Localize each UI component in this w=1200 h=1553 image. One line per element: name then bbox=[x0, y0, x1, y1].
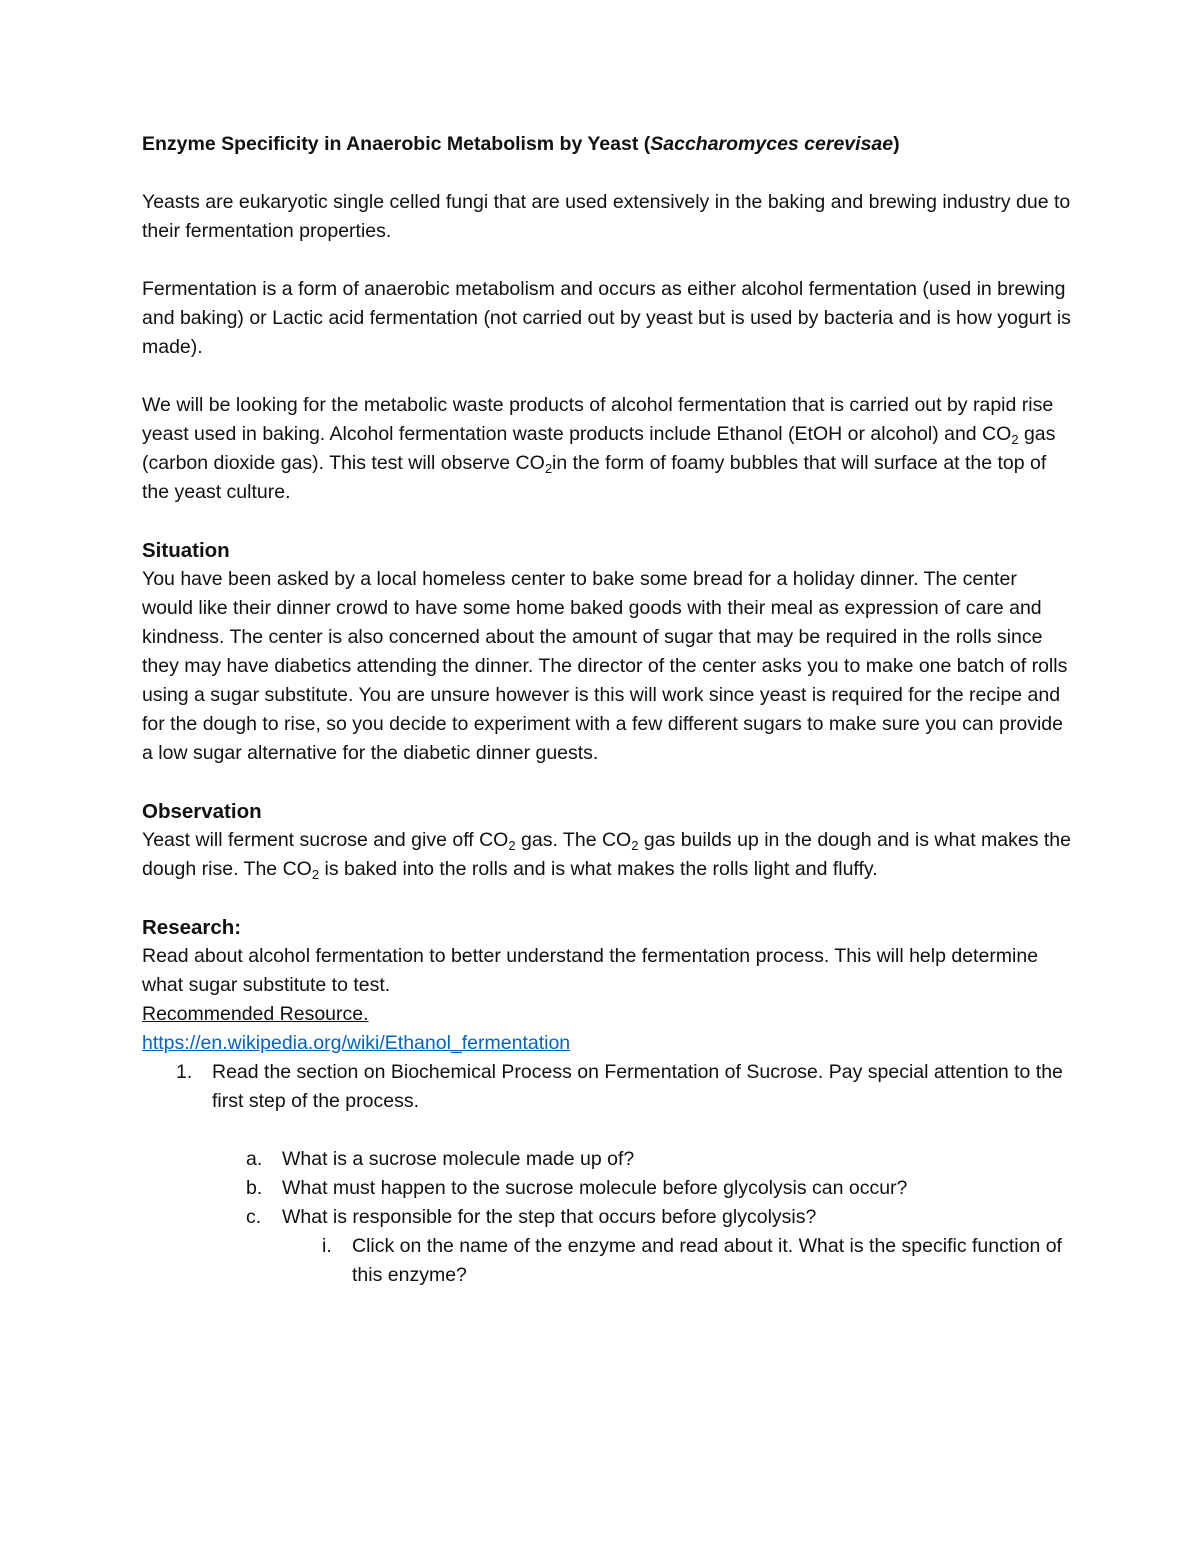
list-item bbox=[142, 1145, 1072, 1174]
sub-sub-question-text: Click on the name of the enzyme and read about it. What is the specific function of this enzyme? bbox=[352, 1235, 1062, 1286]
intro-paragraph-3: We will be looking for the metabolic waste products of alcohol fermentation that is carried out by rapid rise yeast used in baking. Alcohol fermentation waste products include Ethanol (EtOH or alcohol) and $CO_2$ gas (carbon dioxide gas). This test will observe $CO_2in$ the form of foamy bubbles that will surface at the top of the yeast culture. bbox=[142, 394, 1056, 503]
list-item bbox=[142, 1174, 1072, 1203]
title-close: ) bbox=[893, 133, 900, 155]
document-page bbox=[142, 130, 1072, 1290]
list-item bbox=[142, 1058, 1072, 1116]
situation-heading: Situation bbox=[142, 539, 230, 562]
list-marker: c. bbox=[246, 1206, 262, 1228]
title-text: Enzyme Specificity in Anaerobic Metabolism by Yeast ( bbox=[142, 133, 651, 155]
title-species: Saccharomyces cerevisae bbox=[650, 133, 894, 155]
research-heading: Research: bbox=[142, 916, 242, 939]
sub-question-text: What is a sucrose molecule made up of? bbox=[282, 1148, 635, 1170]
list-item bbox=[142, 1232, 1072, 1290]
observation-heading: Observation bbox=[142, 800, 262, 823]
list-marker: 1. bbox=[176, 1061, 193, 1083]
situation-text: You have been asked by a local homeless center to bake some bread for a holiday dinner. The center would like their dinner crowd to have some home baked goods with their meal as expression of care and kindness. The center is also concerned about the amount of sugar that may be required in the rolls since they may have diabetics attending the dinner. The director of the center asks you to make one batch of rolls using a sugar substitute. You are unsure however is this will work since yeast is required for the recipe and for the dough to rise, so you decide to experiment with a few different sugars to make sure you can provide a low sugar alternative for the diabetic dinner guests. bbox=[142, 568, 1068, 764]
question-text: Read the section on Biochemical Process on Fermentation of Sucrose. Pay special attention to the first step of the process. bbox=[212, 1061, 1063, 1112]
list-marker: i. bbox=[322, 1235, 332, 1257]
intro-paragraph-1: Yeasts are eukaryotic single celled fungi that are used extensively in the baking and brewing industry due to their fermentation properties. bbox=[142, 191, 1071, 242]
list-marker: b. bbox=[246, 1177, 263, 1199]
sub-question-text: What is responsible for the step that occurs before glycolysis? bbox=[282, 1206, 817, 1228]
list-item bbox=[142, 1203, 1072, 1232]
research-text: Read about alcohol fermentation to better understand the fermentation process. This will help determine what sugar substitute to test. bbox=[142, 945, 1039, 996]
sub-question-list bbox=[142, 1145, 1072, 1290]
question-list bbox=[142, 1058, 1072, 1116]
document-title bbox=[142, 130, 1072, 159]
observation-text: Yeast will ferment sucrose and give off $CO_2$ gas. The $CO_2$ gas builds up in the dough and is what makes the dough rise. The $CO_2$ is baked into the rolls and is what makes the rolls light and fluffy. bbox=[142, 829, 1071, 882]
sub-question-text: What must happen to the sucrose molecule before glycolysis can occur? bbox=[282, 1177, 908, 1199]
recommended-resource-label: Recommended Resource. bbox=[142, 1003, 369, 1025]
list-marker: a. bbox=[246, 1148, 263, 1170]
wikipedia-link[interactable]: https://en.wikipedia.org/wiki/Ethanol_fermentation bbox=[142, 1032, 571, 1054]
intro-paragraph-2: Fermentation is a form of anaerobic metabolism and occurs as either alcohol fermentation (used in brewing and baking) or Lactic acid fermentation (not carried out by yeast but is used by bacteria and is how yogurt is made). bbox=[142, 278, 1071, 358]
